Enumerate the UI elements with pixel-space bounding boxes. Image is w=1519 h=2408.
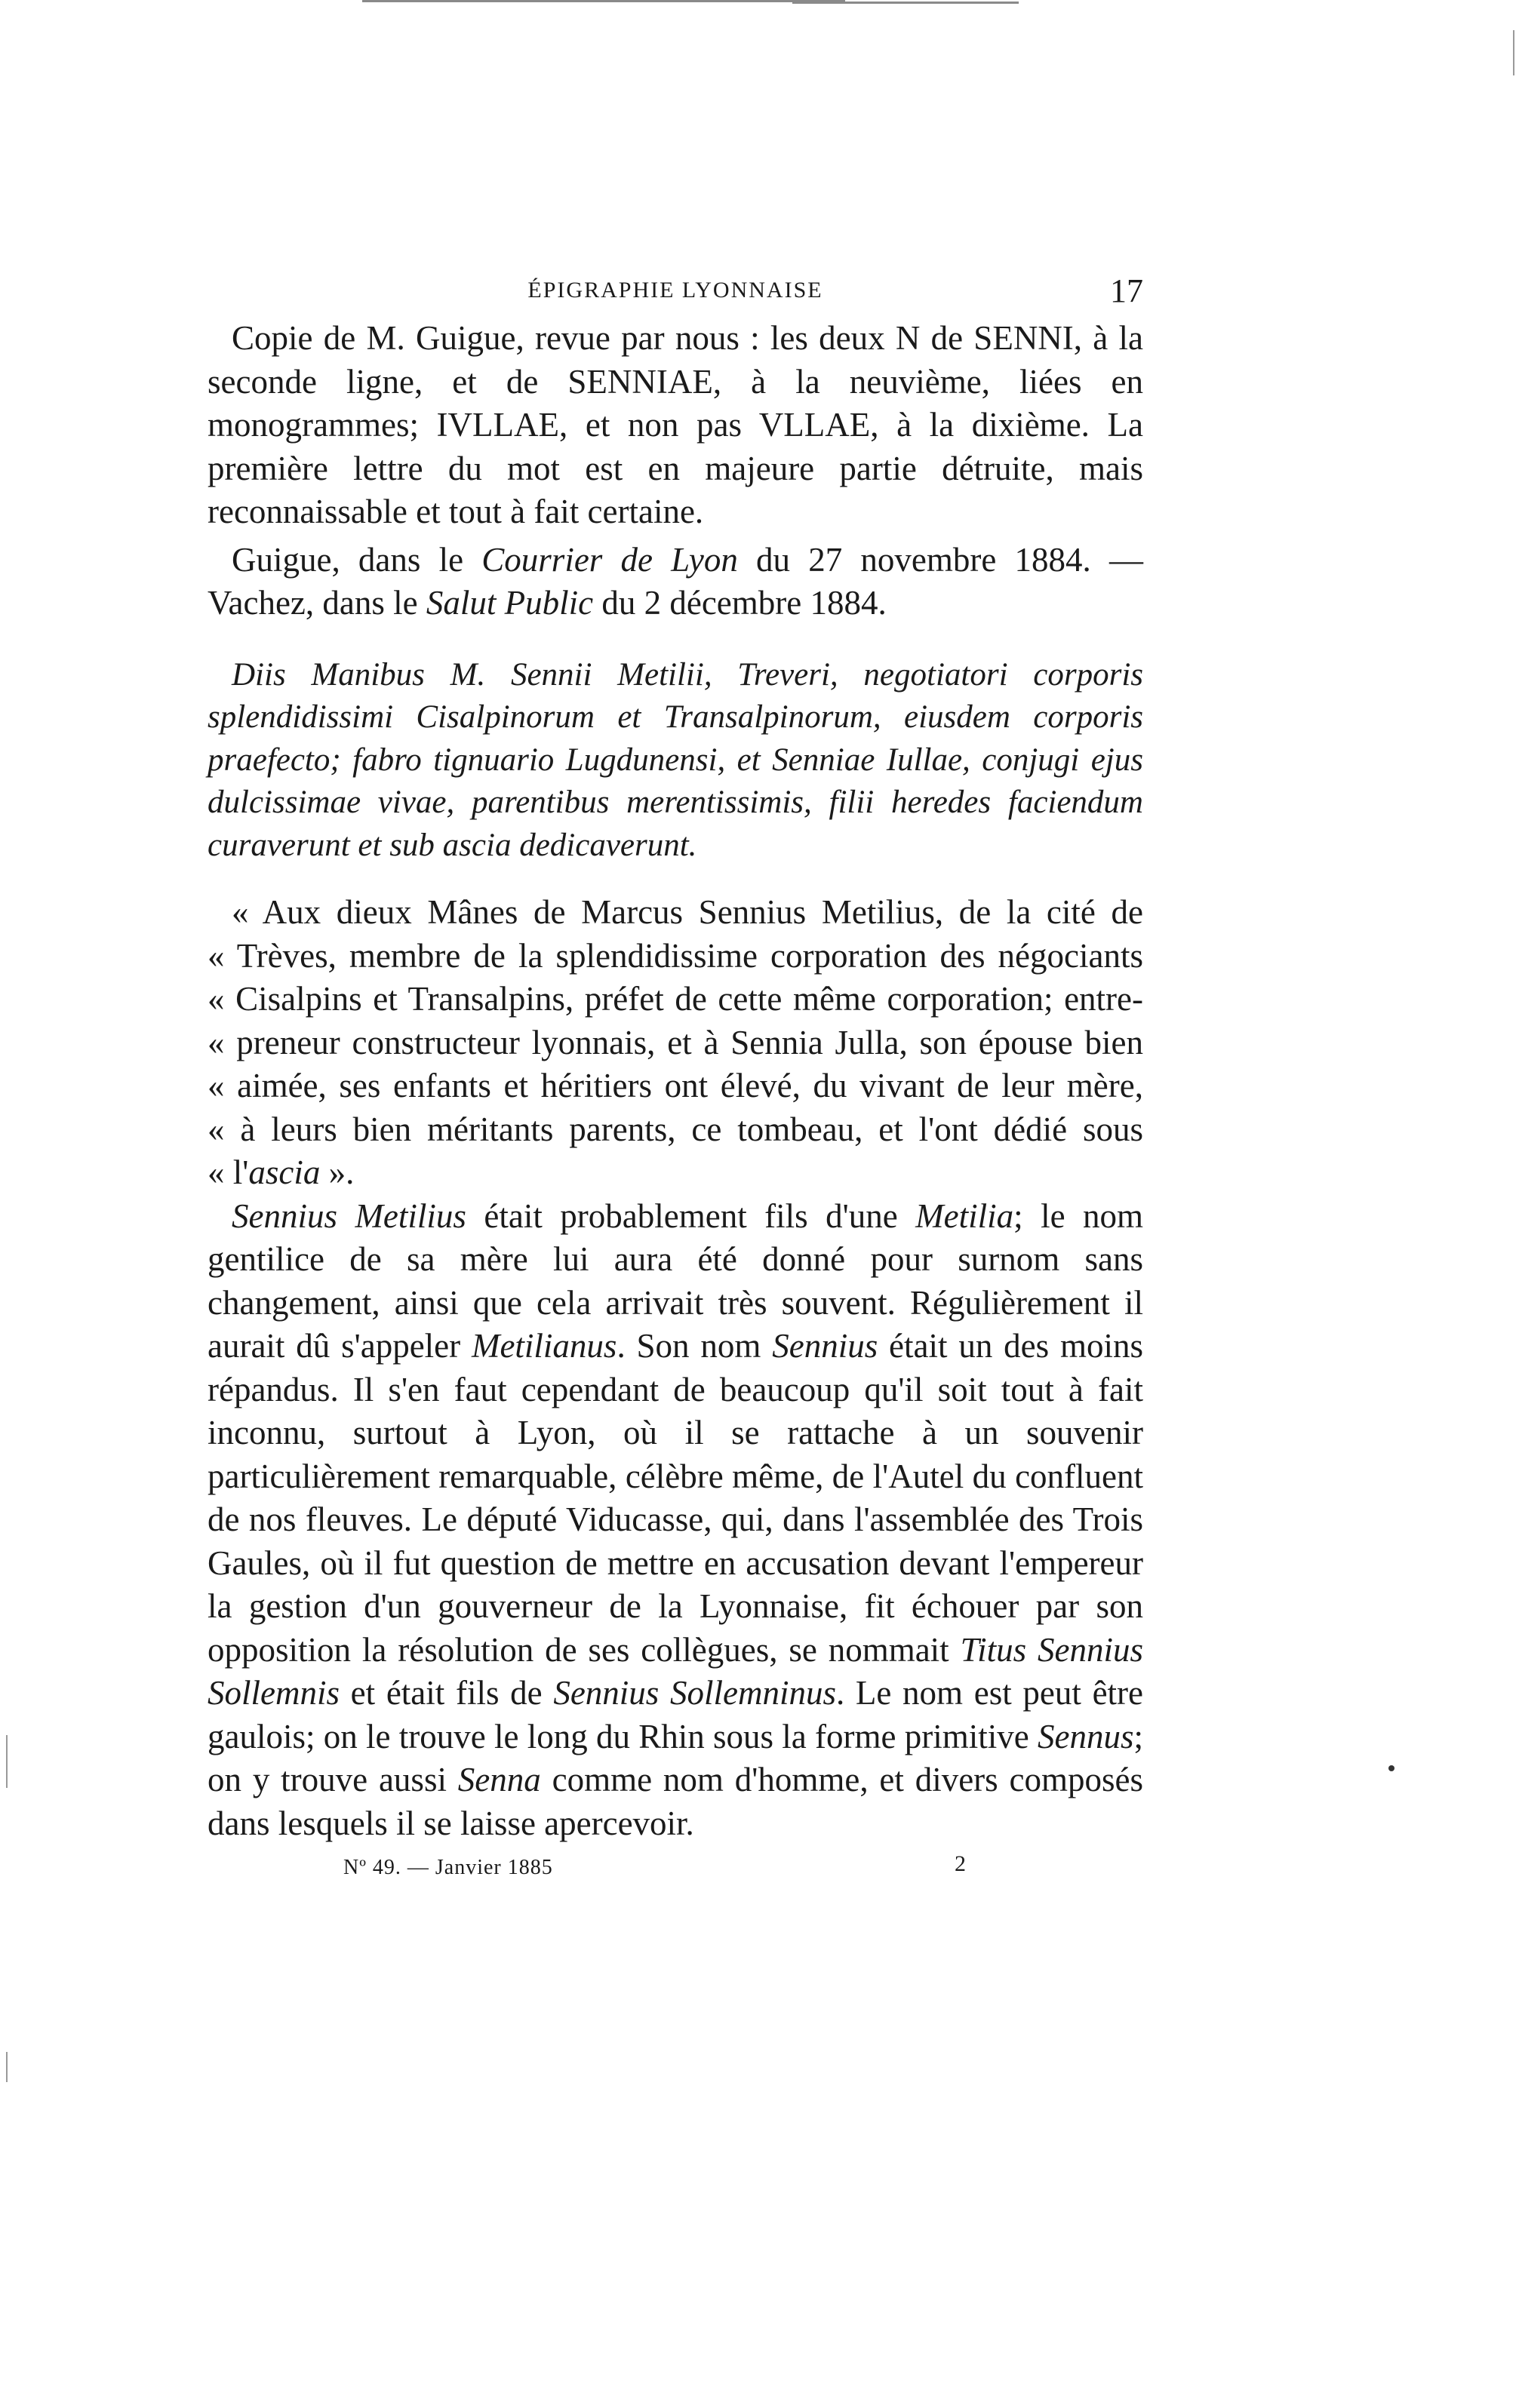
running-title: ÉPIGRAPHIE LYONNAISE — [527, 278, 823, 303]
translation-line: « Aux dieux Mânes de Marcus Sennius Metilius, de la cité de — [232, 893, 1143, 931]
translation-line: « à leurs bien méritants parents, ce tombeau, et l'ont dédié sous — [208, 1110, 1143, 1148]
text-run: ; le nom gentilice de sa mère lui aura été donné pour surnom sans changement, ainsi que cela arrivait très souvent. Régulièrement il aurait dû s'appeler — [208, 1196, 1143, 1365]
scan-edge-line — [792, 2, 1019, 4]
text-run: comme nom d'homme, et divers composés dans lesquels il se laisse apercevoir. — [208, 1761, 1143, 1842]
title-salut-public: Salut Public — [426, 584, 594, 622]
ink-speck — [1388, 1765, 1394, 1771]
paragraph-commentary — [208, 1195, 1143, 1846]
scan-margin-mark — [6, 1735, 8, 1788]
name-sennius-metilius: Sennius Metilius — [232, 1196, 466, 1235]
printer-signature: Nº 49. — Janvier 1885 — [343, 1856, 553, 1879]
name-sennius-sollemninus: Sennius Sollemninus — [553, 1674, 836, 1712]
text-run: du 27 novembre 1884. — Vachez, dans le — [208, 540, 1144, 622]
page-number: 17 — [1110, 272, 1143, 309]
text-run: et était fils de — [340, 1674, 554, 1712]
word-ascia: ascia — [248, 1153, 321, 1191]
page-header — [208, 272, 1143, 317]
name-sennius: Sennius — [772, 1327, 878, 1365]
translation-line-last — [208, 1151, 1143, 1195]
text-run: . Le nom est peut être gaulois; on le trouve le long du Rhin sous la forme primitive — [208, 1674, 1143, 1755]
name-metilianus: Metilianus — [471, 1327, 617, 1365]
scan-margin-mark — [1513, 30, 1514, 75]
translation-line: « Trèves, membre de la splendidissime corporation des négociants — [208, 936, 1143, 975]
name-metilia: Metilia — [915, 1196, 1014, 1235]
text-run: était probablement fils d'une — [466, 1196, 916, 1235]
name-senna: Senna — [457, 1761, 541, 1798]
paragraph-copy-note: Copie de M. Guigue, revue par nous : les deux N de SENNI, à la seconde ligne, et de SENNIAE, à la neuvième, liées en monogrammes; IVLLAE, et non pas VLLAE, à la dixième. La première lettre du mot est en majeure partie détruite, mais reconnaissable et tout à fait certaine. — [208, 319, 1143, 530]
text-run: était un des moins répandus. Il s'en faut cependant de beaucoup qu'il soit tout à fait inconnu, surtout à Lyon, où il se rattache à un souvenir particulièrement remarquable, célèbre même, de l'Autel du confluent de nos fleuves. Le député Viducasse, qui, dans l'assemblée des Trois Gaules, où il fut question de mettre en accusation devant l'empereur la gestion d'un gouverneur de la Lyonnaise, fit échouer par son opposition la résolution de ses collègues, se nommait — [208, 1327, 1143, 1669]
text-run: Guigue, dans le — [232, 540, 482, 579]
latin-transcription: Diis Manibus M. Sennii Metilii, Treveri, negotiatori corporis splendidissimi Cisalpinorum et Transalpinorum, eiusdem corporis praefecto; fabro tignuario Lugdunensi, et Senniae Iullae, conjugi ejus dulcissimae vivae, parentibus merentissimis, filii heredes faciendum curaverunt et sub ascia dedicaverunt. — [208, 656, 1143, 863]
french-translation — [208, 891, 1143, 1195]
paragraph-bibliography — [208, 539, 1143, 625]
text-run: « l' — [208, 1153, 249, 1191]
page-footer — [208, 1851, 1143, 1894]
title-courrier-de-lyon: Courrier de Lyon — [481, 540, 738, 579]
name-titus-sennius-sollemnis: Titus Sennius Sollemnis — [208, 1630, 1143, 1712]
signature-mark: 2 — [955, 1851, 966, 1876]
translation-line: « Cisalpins et Transalpins, préfet de cette même corporation; entre- — [208, 980, 1143, 1018]
scan-edge-line — [362, 0, 845, 2]
page-body — [208, 272, 1143, 1894]
text-run: . Son nom — [617, 1327, 773, 1365]
translation-line: « preneur constructeur lyonnais, et à Sennia Julla, son épouse bien — [208, 1023, 1143, 1061]
text-run: ». — [320, 1153, 355, 1191]
text-run: ; on y trouve aussi — [208, 1717, 1143, 1798]
scan-margin-mark — [6, 2052, 8, 2082]
text-run: du 2 décembre 1884. — [593, 584, 887, 622]
translation-line: « aimée, ses enfants et héritiers ont élevé, du vivant de leur mère, — [208, 1067, 1143, 1104]
name-sennus: Sennus — [1037, 1717, 1134, 1755]
